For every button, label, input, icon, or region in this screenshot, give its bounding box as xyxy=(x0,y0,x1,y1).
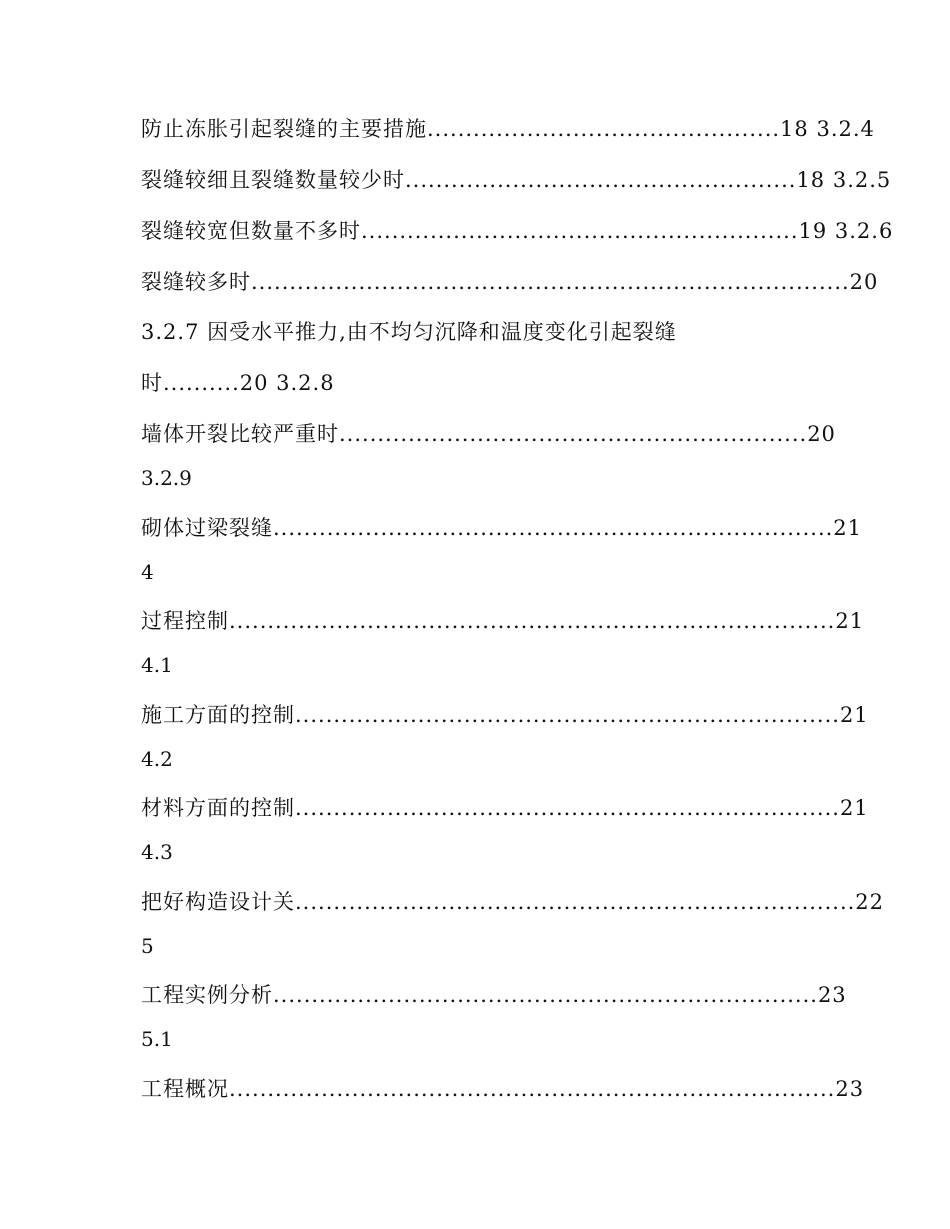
toc-entry-frost-heave-measures: 防止冻胀引起裂缝的主要措施..............................................18 3.2.4 xyxy=(141,117,875,141)
toc-entry-structural-design: 把好构造设计关.........................................................................22 xyxy=(141,890,885,914)
toc-section-number: 5 xyxy=(141,934,154,958)
toc-section-number: 4.1 xyxy=(141,653,173,677)
toc-entry-wide-few-cracks: 裂缝较宽但数量不多时.........................................................19 3.2.6 xyxy=(141,219,894,243)
toc-section-number: 5.1 xyxy=(141,1027,173,1051)
toc-entry-fine-few-cracks: 裂缝较细且裂缝数量较少时...................................................18 3.2.5 xyxy=(141,168,892,192)
toc-entry-severe-wall-cracking: 墙体开裂比较严重时.............................................................20 xyxy=(141,422,836,446)
toc-section-number: 4.3 xyxy=(141,840,173,864)
toc-entry-horizontal-thrust-heading: 3.2.7 因受水平推力,由不均匀沉降和温度变化引起裂缝 xyxy=(141,320,677,344)
toc-entry-horizontal-thrust-page: 时..........20 3.2.8 xyxy=(141,371,335,395)
toc-entry-many-cracks: 裂缝较多时..............................................................................20 xyxy=(141,270,879,294)
toc-section-number: 4.2 xyxy=(141,747,173,771)
toc-entry-project-overview: 工程概况...............................................................................23 xyxy=(141,1077,865,1101)
toc-entry-case-analysis: 工程实例分析.......................................................................23 xyxy=(141,983,847,1007)
toc-section-number: 3.2.9 xyxy=(141,466,192,490)
toc-entry-process-control: 过程控制...............................................................................21 xyxy=(141,609,865,633)
toc-entry-construction-control: 施工方面的控制.......................................................................21 xyxy=(141,703,869,727)
toc-entry-material-control: 材料方面的控制.......................................................................21 xyxy=(141,796,869,820)
toc-section-number: 4 xyxy=(141,560,154,584)
toc-entry-masonry-lintel-cracks: 砌体过梁裂缝.........................................................................21 xyxy=(141,516,863,540)
